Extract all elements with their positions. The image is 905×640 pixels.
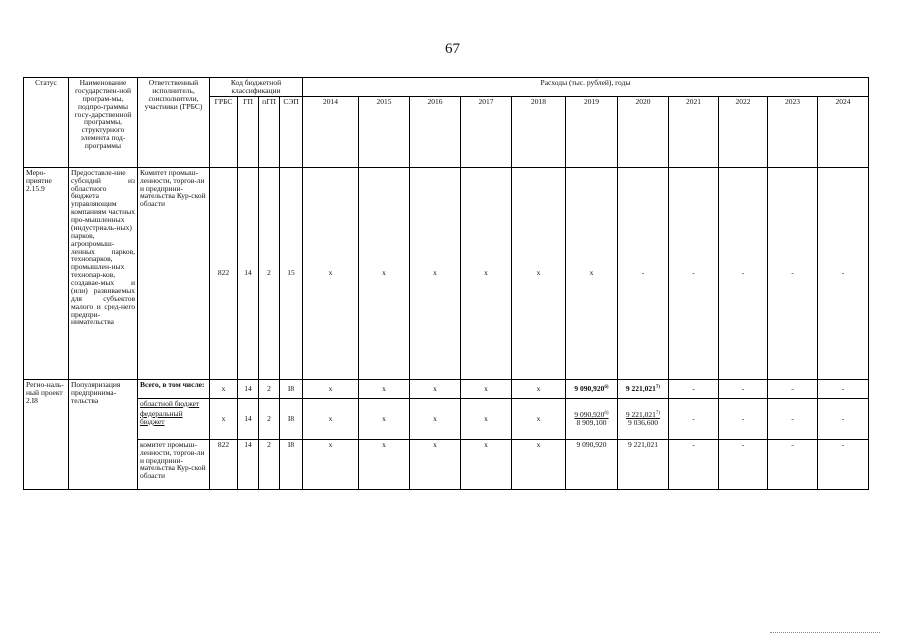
- header-name: Наименование государствен-ной програм-мы, подпро-граммы госу-дарственной программы, структурного элемента под-программы: [69, 78, 138, 168]
- project-status: Регио-наль-ный проект 2.I8: [24, 379, 69, 489]
- year-2019: 2019: [566, 96, 618, 167]
- federal-2020: 9 036,600: [628, 417, 658, 427]
- header-budget-code: Код бюджетной классификации: [210, 78, 303, 97]
- row-code-sep: 15: [280, 167, 303, 379]
- code-sep: СЭП: [280, 96, 303, 167]
- budget-value-2018: x: [512, 398, 566, 439]
- total-value-2019: [566, 379, 618, 398]
- footnote-mark: 7): [655, 410, 661, 416]
- row-executor: Комитет промыш-ленности, торгов-ли и предприни-мательства Кур-ской области: [138, 167, 210, 379]
- row-value-2018: x: [512, 167, 566, 379]
- code-grbs: ГРБС: [210, 96, 238, 167]
- committee-value-2022: -: [719, 439, 768, 489]
- committee-value-2021: -: [669, 439, 719, 489]
- committee-value-2015: x: [359, 439, 410, 489]
- row-name: Предоставле-ние субсидий из областного бюджета управляющим компаниям частных про-мышленных (индустриаль-ных) парков, агропромыш-ленных парков, технопарков, промышлен-ных технопар-ков, создавае-мых и (или) развиваемых для субъектов малого и сред-него предпри-нимательства: [69, 167, 138, 379]
- total-code-pgp: 2: [259, 379, 280, 398]
- row-value-2024: -: [818, 167, 869, 379]
- table-row: [24, 398, 869, 439]
- year-2017: 2017: [461, 96, 512, 167]
- row-value-2015: x: [359, 167, 410, 379]
- row-value-2014: x: [303, 167, 359, 379]
- year-2015: 2015: [359, 96, 410, 167]
- committee-executor: комитет промыш-ленности, торгов-ли и предприни-мательства Кур-ской области: [138, 439, 210, 489]
- code-gp: ГП: [238, 96, 259, 167]
- committee-code-pgp: 2: [259, 439, 280, 489]
- total-value-2024: -: [818, 379, 869, 398]
- page-number: 67: [445, 41, 460, 57]
- scan-artifact: [770, 632, 880, 634]
- regional-budget-label: областной бюджет: [140, 398, 200, 408]
- committee-value-2023: -: [768, 439, 818, 489]
- budget-value-2017: x: [461, 398, 512, 439]
- footnote-mark: 6): [604, 410, 609, 416]
- budget-stack: [140, 400, 207, 426]
- total-value-2023: -: [768, 379, 818, 398]
- project-total-label: Всего, в том числе:: [138, 379, 210, 398]
- budget-code-pgp: 2: [259, 398, 280, 439]
- header-executor: Ответственный исполнитель, соисполнители, участники (ГРБС): [138, 78, 210, 168]
- header-status: Статус: [24, 78, 69, 168]
- row-value-2017: x: [461, 167, 512, 379]
- project-name: Популяризация предпринима-тельства: [69, 379, 138, 489]
- budget-code-gp: 14: [238, 398, 259, 439]
- regional-2019-number: 9 090,920: [574, 409, 605, 419]
- year-2024: 2024: [818, 96, 869, 167]
- budget-value-2016: x: [410, 398, 461, 439]
- year-2021: 2021: [669, 96, 719, 167]
- total-value-2021: -: [669, 379, 719, 398]
- total-value-2014: x: [303, 379, 359, 398]
- footnote-mark: 7): [655, 384, 661, 390]
- table-row: [24, 439, 869, 489]
- year-2014: 2014: [303, 96, 359, 167]
- total-value-2020: [618, 379, 669, 398]
- committee-value-2017: x: [461, 439, 512, 489]
- row-value-2021: -: [669, 167, 719, 379]
- committee-code-sep: I8: [280, 439, 303, 489]
- total-value-2016: x: [410, 379, 461, 398]
- row-code-pgp: 2: [259, 167, 280, 379]
- federal-2019: 8 909,100: [576, 417, 607, 427]
- year-2020: 2020: [618, 96, 669, 167]
- total-value-2022: -: [719, 379, 768, 398]
- budget-code-grbs: x: [210, 398, 238, 439]
- committee-value-2018: x: [512, 439, 566, 489]
- budget-table: [23, 77, 869, 490]
- row-code-grbs: 822: [210, 167, 238, 379]
- footnote-mark: 6): [604, 384, 609, 390]
- committee-value-2014: x: [303, 439, 359, 489]
- budget-value-2022: -: [719, 398, 768, 439]
- committee-value-2024: -: [818, 439, 869, 489]
- budget-code-sep: I8: [280, 398, 303, 439]
- total-code-grbs: x: [210, 379, 238, 398]
- row-value-2016: x: [410, 167, 461, 379]
- code-pgp: пГП: [259, 96, 280, 167]
- year-2018: 2018: [512, 96, 566, 167]
- header-row-1: [24, 78, 869, 97]
- year-2016: 2016: [410, 96, 461, 167]
- budget-value-2024: -: [818, 398, 869, 439]
- committee-code-gp: 14: [238, 439, 259, 489]
- total-value-2015: x: [359, 379, 410, 398]
- committee-code-grbs: 822: [210, 439, 238, 489]
- total-value-2018: x: [512, 379, 566, 398]
- table-row: [24, 379, 869, 398]
- total-code-gp: 14: [238, 379, 259, 398]
- row-value-2023: -: [768, 167, 818, 379]
- total-code-sep: I8: [280, 379, 303, 398]
- total-2020-number: 9 221,021: [625, 383, 656, 393]
- row-value-2022: -: [719, 167, 768, 379]
- budget-value-2015: x: [359, 398, 410, 439]
- header-expenses: Расходы (тыс. рублей), годы: [303, 78, 869, 97]
- row-value-2019: x: [566, 167, 618, 379]
- budget-value-2020: [618, 398, 669, 439]
- budget-value-2014: x: [303, 398, 359, 439]
- budget-value-2019: [566, 398, 618, 439]
- regional-2020-number: 9 221,021: [625, 409, 656, 419]
- committee-value-2019: 9 090,920: [566, 439, 618, 489]
- total-value-2017: x: [461, 379, 512, 398]
- year-2023: 2023: [768, 96, 818, 167]
- total-2019-number: 9 090,920: [574, 383, 605, 393]
- table-row: [24, 167, 869, 379]
- budget-value-2023: -: [768, 398, 818, 439]
- budget-labels: [138, 398, 210, 439]
- row-status: Меро-приятие 2.15.9: [24, 167, 69, 379]
- row-value-2020: -: [618, 167, 669, 379]
- committee-value-2016: x: [410, 439, 461, 489]
- budget-value-2021: -: [669, 398, 719, 439]
- committee-value-2020: 9 221,021: [618, 439, 669, 489]
- federal-budget-label: федеральный бюджет: [140, 408, 183, 426]
- year-2022: 2022: [719, 96, 768, 167]
- row-code-gp: 14: [238, 167, 259, 379]
